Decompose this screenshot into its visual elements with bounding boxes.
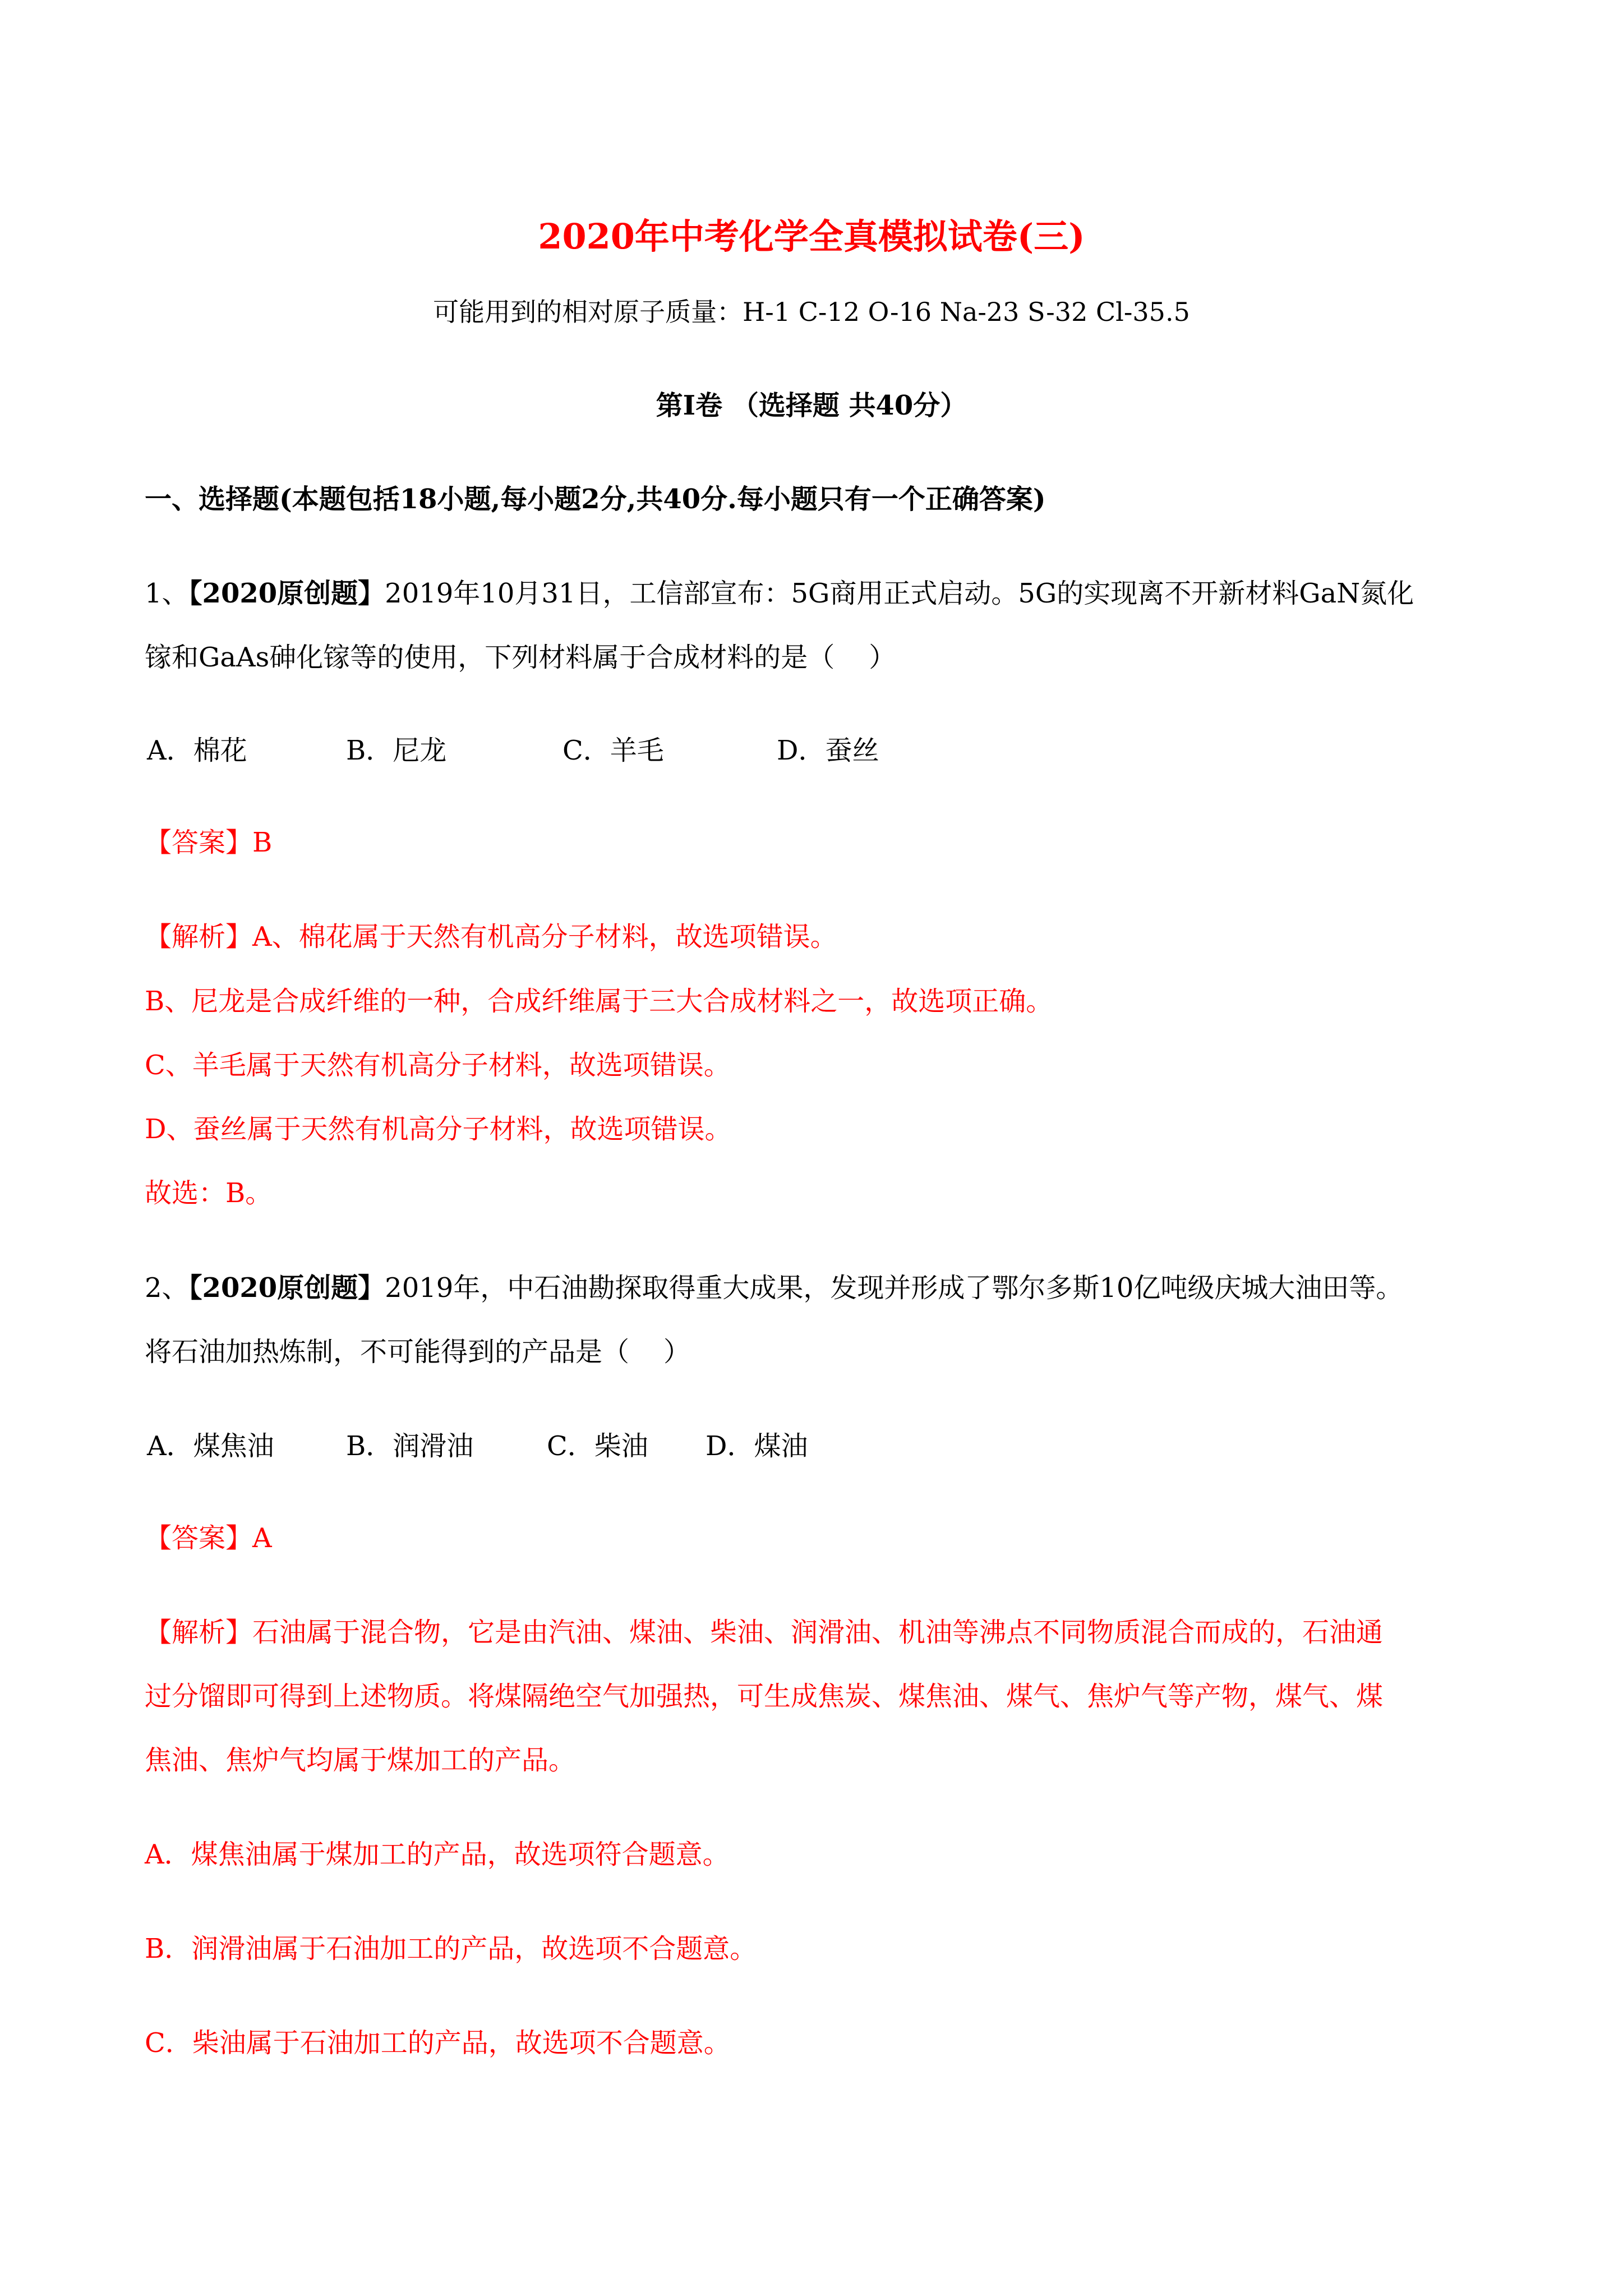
question-1-stem-line-2: 镓和GaAs砷化镓等的使用，下列材料属于合成材料的是（ ） <box>145 642 896 673</box>
question-1-analysis-line-4: D、蚕丝属于天然有机高分子材料，故选项错误。 <box>145 1114 732 1145</box>
question-2-tag: 【2020原创题】 <box>188 1272 385 1304</box>
question-2-option-b: B．润滑油 <box>346 1430 474 1462</box>
question-1-option-b: B．尼龙 <box>346 735 447 766</box>
question-1-option-c: C．羊毛 <box>562 735 664 766</box>
atomic-masses-note: 可能用到的相对原子质量：H-1 C-12 O-16 Na-23 S-32 Cl-35.5 <box>433 297 1190 327</box>
page-title: 2020年中考化学全真模拟试卷(三) <box>538 216 1085 257</box>
question-1-conclusion: 故选：B。 <box>145 1177 273 1209</box>
question-2-stem-line-1 <box>145 1271 1494 1305</box>
question-1-option-a: A．棉花 <box>147 735 247 766</box>
question-1-analysis-line-1: 【解析】A、棉花属于天然有机高分子材料，故选项错误。 <box>145 921 837 953</box>
question-2-number: 2、 <box>145 1272 189 1304</box>
question-1-option-d: D．蚕丝 <box>777 735 879 766</box>
question-1-stem-text: 2019年10月31日，工信部宣布：5G商用正式启动。5G的实现离不开新材料GaN氮化 <box>385 578 1414 609</box>
question-2-analysis-line-3: 焦油、焦炉气均属于煤加工的产品。 <box>145 1745 576 1776</box>
question-2-option-a-analysis: A．煤焦油属于煤加工的产品，故选项符合题意。 <box>145 1839 730 1870</box>
question-1-number: 1、 <box>145 578 189 609</box>
question-2-analysis-line-1: 【解析】石油属于混合物，它是由汽油、煤油、柴油、润滑油、机油等沸点不同物质混合而成的，石油通 <box>145 1617 1384 1648</box>
question-2-stem-line-2: 将石油加热炼制，不可能得到的产品是（ ） <box>145 1336 691 1368</box>
question-2-option-b-analysis: B．润滑油属于石油加工的产品，故选项不合题意。 <box>145 1933 757 1964</box>
question-1-tag: 【2020原创题】 <box>188 578 385 609</box>
question-1-analysis-line-2: B、尼龙是合成纤维的一种，合成纤维属于三大合成材料之一，故选项正确。 <box>145 986 1053 1017</box>
question-1-stem-line-1 <box>145 577 1494 610</box>
question-2-option-c: C．柴油 <box>547 1430 648 1462</box>
question-1-answer: 【答案】B <box>145 827 273 858</box>
question-1-analysis-line-3: C、羊毛属于天然有机高分子材料，故选项错误。 <box>145 1050 731 1081</box>
question-2-answer: 【答案】A <box>145 1522 272 1554</box>
question-2-stem-text: 2019年，中石油勘探取得重大成果，发现并形成了鄂尔多斯10亿吨级庆城大油田等。 <box>385 1272 1403 1304</box>
part-heading: 第Ⅰ卷 （选择题 共40分） <box>656 390 967 421</box>
question-2-analysis-line-2: 过分馏即可得到上述物质。将煤隔绝空气加强热，可生成焦炭、煤焦油、煤气、焦炉气等产物，煤气、煤 <box>145 1681 1384 1712</box>
question-2-option-a: A．煤焦油 <box>147 1430 274 1462</box>
section-heading: 一、选择题(本题包括18小题,每小题2分,共40分.每小题只有一个正确答案) <box>145 484 1046 515</box>
question-2-option-c-analysis: C．柴油属于石油加工的产品，故选项不合题意。 <box>145 2027 731 2059</box>
question-2-option-d: D．煤油 <box>706 1430 808 1462</box>
